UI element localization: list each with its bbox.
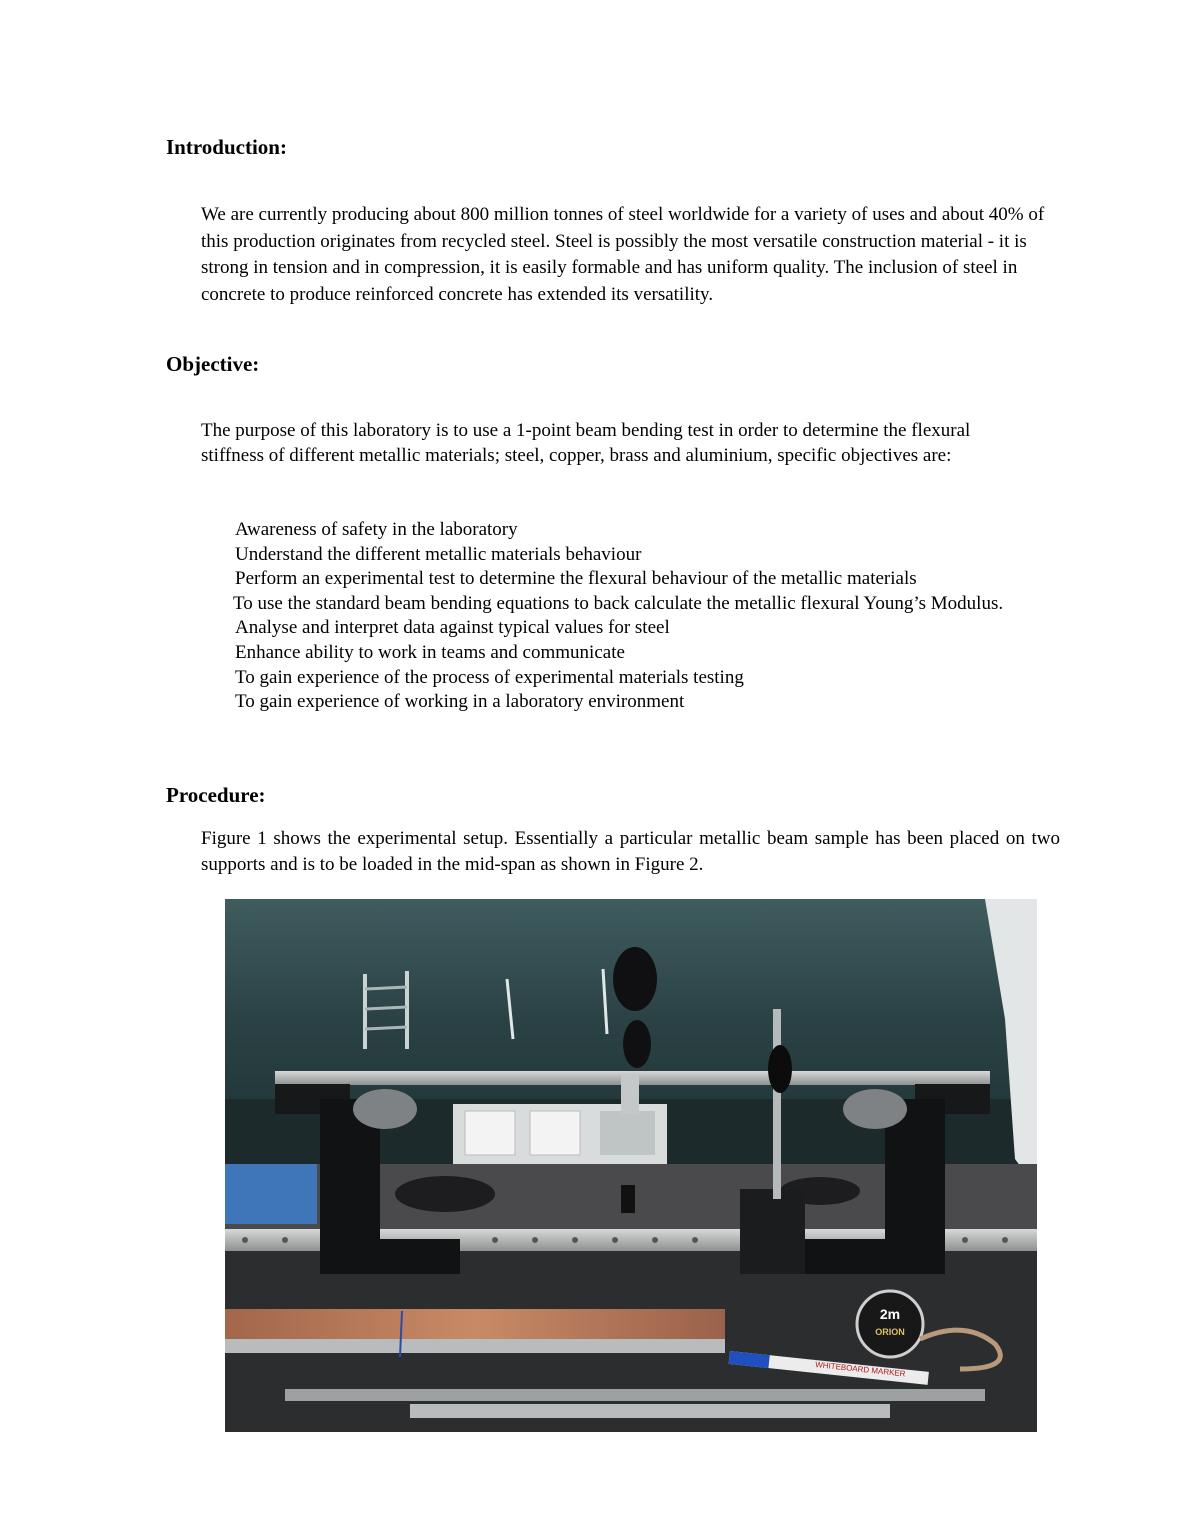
objectives-list	[235, 518, 1035, 715]
procedure-heading: Procedure:	[166, 783, 266, 807]
objective-item: To gain experience of the process of experimental materials testing	[235, 666, 744, 688]
objective-item: Awareness of safety in the laboratory	[235, 519, 518, 540]
introduction-heading: Introduction:	[166, 135, 287, 159]
experimental-setup-photo	[225, 899, 1037, 1432]
objective-item: To use the standard beam bending equations to back calculate the metallic flexural Young’s Modulus.	[233, 592, 1004, 614]
objective-heading: Objective:	[166, 352, 260, 376]
objective-item: Enhance ability to work in teams and communicate	[235, 641, 625, 663]
procedure-paragraph: Figure 1 shows the experimental setup. Essentially a particular metallic beam sample has been placed on two supports and is to be loaded in the mid-span as shown in Figure 2.	[201, 828, 1060, 875]
marker-label: WHITEBOARD MARKER	[814, 1360, 906, 1379]
tape-measure-label: 2m	[879, 1306, 901, 1322]
objective-item: Perform an experimental test to determine the flexural behaviour of the metallic materials	[235, 568, 917, 590]
objective-item: To gain experience of working in a laboratory environment	[235, 691, 685, 713]
introduction-paragraph: We are currently producing about 800 million tonnes of steel worldwide for a variety of uses and about 40% of this production originates from recycled steel. Steel is possibly the most versatile construction material - it is strong in tension and in compression, it is easily formable and has uniform quality. The inclusion of steel in concrete to produce reinforced concrete has extended its versatility.	[201, 204, 1045, 305]
objective-paragraph: The purpose of this laboratory is to use a 1-point beam bending test in order to determine the flexural stiffness of different metallic materials; steel, copper, brass and aluminium, specific objectives are:	[201, 420, 971, 466]
objective-item: Analyse and interpret data against typical values for steel	[235, 617, 670, 639]
tape-measure-brand: ORION	[875, 1327, 905, 1337]
objective-item: Understand the different metallic materials behaviour	[235, 543, 642, 565]
